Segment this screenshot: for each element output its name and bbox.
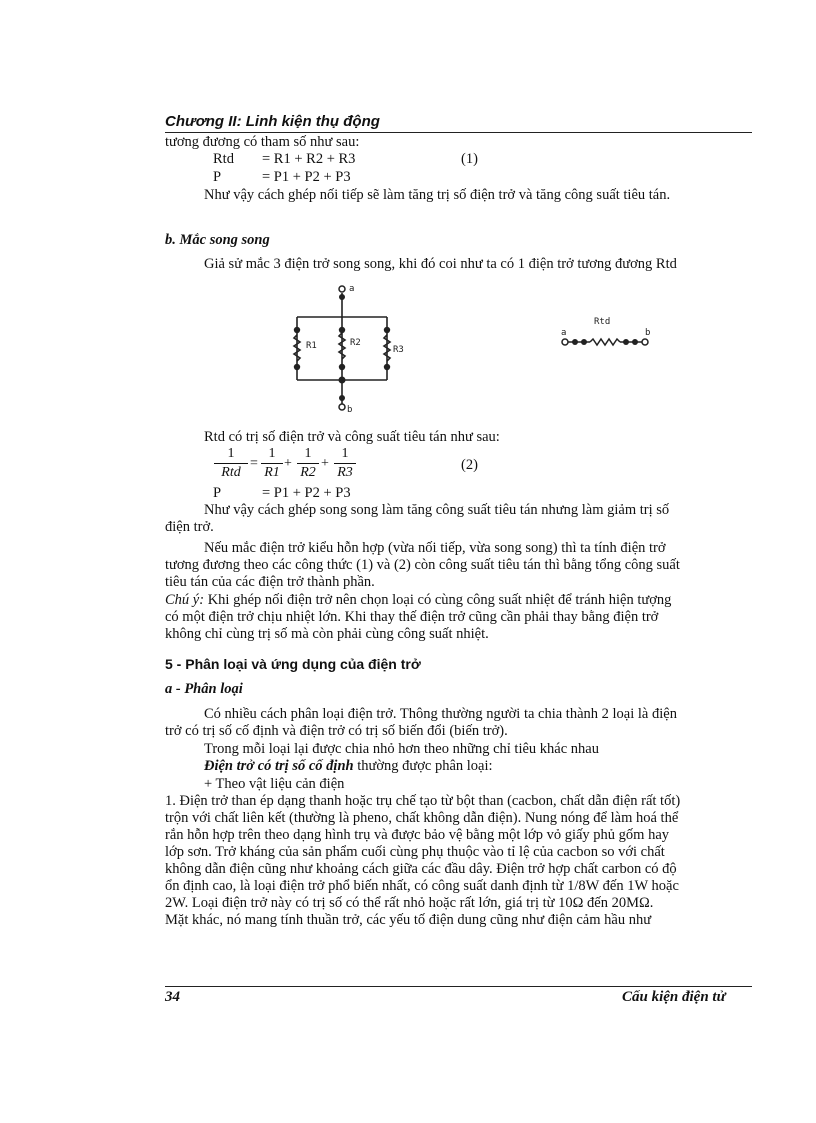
- mixed-line-3: tiêu tán của các điện trở thành phần.: [165, 574, 375, 590]
- mixed-line-2: tương đương theo các công thức (1) và (2) còn công suất tiêu tán thì bằng tổng công suất: [165, 557, 680, 573]
- dot: [339, 294, 345, 300]
- node-b-label: b: [347, 405, 353, 415]
- equiv-b-label: b: [645, 328, 651, 338]
- section-5-title: 5 - Phân loại và ứng dụng của điện trở: [165, 656, 421, 672]
- fraction-r1: 1 R1: [261, 446, 283, 481]
- series-intro: tương đương có tham số như sau:: [165, 134, 360, 150]
- fixed-resistor-term: Điện trở có trị số cố định: [204, 758, 354, 774]
- series-rtd-label: Rtd: [213, 151, 234, 167]
- parallel-conclusion-2: điện trở.: [165, 519, 214, 535]
- parallel-p-label: P: [213, 485, 222, 501]
- item1-line: 1. Điện trở than ép dạng thanh hoặc trụ chế tạo từ bột than (cacbon, chất dẫn điện rất tốt): [165, 793, 681, 809]
- r1-label: R1: [306, 341, 317, 351]
- note-line-3: không chỉ cùng trị số mà còn phải cùng công suất nhiệt.: [165, 626, 489, 642]
- header-rule: [165, 132, 752, 133]
- fraction-rtd: 1 Rtd: [214, 446, 248, 481]
- classification-line-2: trở có trị số cố định và điện trở có trị số biến đổi (biến trở).: [165, 723, 508, 739]
- parallel-circuit-diagram: [280, 280, 415, 420]
- fraction-r2: 1 R2: [297, 446, 319, 481]
- note-line-2: có một điện trở chịu nhiệt lớn. Khi thay thế điện trở cũng cần phải thay bằng điện trở: [165, 609, 659, 625]
- dot: [294, 327, 300, 333]
- equiv-terminal-b: [642, 339, 648, 345]
- fixed-resistor-line: Điện trở có trị số cố định thường được phân loại:: [204, 758, 493, 774]
- node-a-label: a: [349, 284, 355, 294]
- subsection-a-title: a - Phân loại: [165, 681, 243, 697]
- parallel-conclusion-1: Như vậy cách ghép song song làm tăng công suất tiêu tán nhưng làm giảm trị số: [204, 502, 670, 518]
- item1-line: rắn hỗn hợp trên theo dạng hình trụ và được bảo vệ bằng một lớp vỏ giấy phủ gốm hay: [165, 827, 670, 843]
- equation-1-number: (1): [461, 151, 478, 167]
- r2-label: R2: [350, 338, 361, 348]
- parallel-intro: Giả sử mắc 3 điện trở song song, khi đó coi như ta có 1 điện trở tương đương Rtd: [204, 256, 677, 272]
- note-label: Chú ý:: [165, 592, 205, 608]
- series-rtd-equation: = R1 + R2 + R3: [262, 151, 356, 167]
- values-intro: Rtd có trị số điện trở và công suất tiêu tán như sau:: [204, 429, 500, 445]
- parallel-heading: b. Mắc song song: [165, 232, 270, 248]
- item1-line: trộn với chất liên kết (thường là pheno, chất không dẫn điện). Nung nóng để làm hoá thể: [165, 810, 679, 826]
- item1-line: không dẫn điện cũng như khoảng cách giữa các đầu dây. Điện trở hợp chất carbon có độ: [165, 861, 677, 877]
- footer-rule: [165, 986, 752, 987]
- series-p-equation: = P1 + P2 + P3: [262, 169, 351, 185]
- dot: [339, 364, 345, 370]
- item1-line: Mặt khác, nó mang tính thuần trở, các yếu tố điện dung cũng như điện cảm hầu như: [165, 912, 652, 928]
- dot: [339, 327, 345, 333]
- dot: [384, 327, 390, 333]
- series-p-label: P: [213, 169, 222, 185]
- equals-sign: =: [250, 456, 258, 471]
- item1-line: 2W. Loại điện trở này có trị số có thể rất nhỏ hoặc rất lớn, giá trị từ 10Ω đến 20MΩ.: [165, 895, 654, 911]
- mixed-line-1: Nếu mắc điện trở kiểu hỗn hợp (vừa nối tiếp, vừa song song) thì ta tính điện trở: [204, 540, 666, 556]
- page-number: 34: [165, 989, 180, 1005]
- material-bullet: + Theo vật liệu cản điện: [204, 776, 345, 792]
- book-title: Cấu kiện điện tử: [622, 989, 726, 1005]
- note-line-1: Chú ý: Khi ghép nối điện trở nên chọn loại có cùng công suất nhiệt để tránh hiện tượng: [165, 592, 672, 608]
- classification-line-1: Có nhiều cách phân loại điện trở. Thông thường người ta chia thành 2 loại là điện: [204, 706, 677, 722]
- r3-label: R3: [393, 345, 404, 355]
- equiv-a-label: a: [561, 328, 567, 338]
- item1-line: lớp sơn. Trở kháng của sản phẩm cuối cùng phụ thuộc vào tỉ lệ của cacbon so với chất: [165, 844, 665, 860]
- junction-dot: [339, 377, 346, 384]
- equiv-terminal-a: [562, 339, 568, 345]
- item1-line: ổn định cao, là loại điện trở phổ biến nhất, có công suất danh định từ 1/8W đến 1W hoặc: [165, 878, 679, 894]
- dot: [384, 364, 390, 370]
- equation-2-number: (2): [461, 457, 478, 473]
- terminal-b: [339, 404, 345, 410]
- rtd-label: Rtd: [594, 317, 611, 327]
- resistor-rtd: [590, 339, 620, 345]
- equivalent-resistor-diagram: [555, 312, 665, 352]
- dot: [339, 395, 345, 401]
- classification-line-3: Trong mỗi loại lại được chia nhỏ hơn theo những chỉ tiêu khác nhau: [204, 741, 599, 757]
- series-conclusion: Như vậy cách ghép nối tiếp sẽ làm tăng trị số điện trở và tăng công suất tiêu tán.: [204, 187, 671, 203]
- plus-sign: +: [284, 456, 292, 471]
- fraction-r3: 1 R3: [334, 446, 356, 481]
- dot: [294, 364, 300, 370]
- chapter-header: Chương II: Linh kiện thụ động: [165, 113, 380, 130]
- terminal-a: [339, 286, 345, 292]
- parallel-p-equation: = P1 + P2 + P3: [262, 485, 351, 501]
- plus-sign: +: [321, 456, 329, 471]
